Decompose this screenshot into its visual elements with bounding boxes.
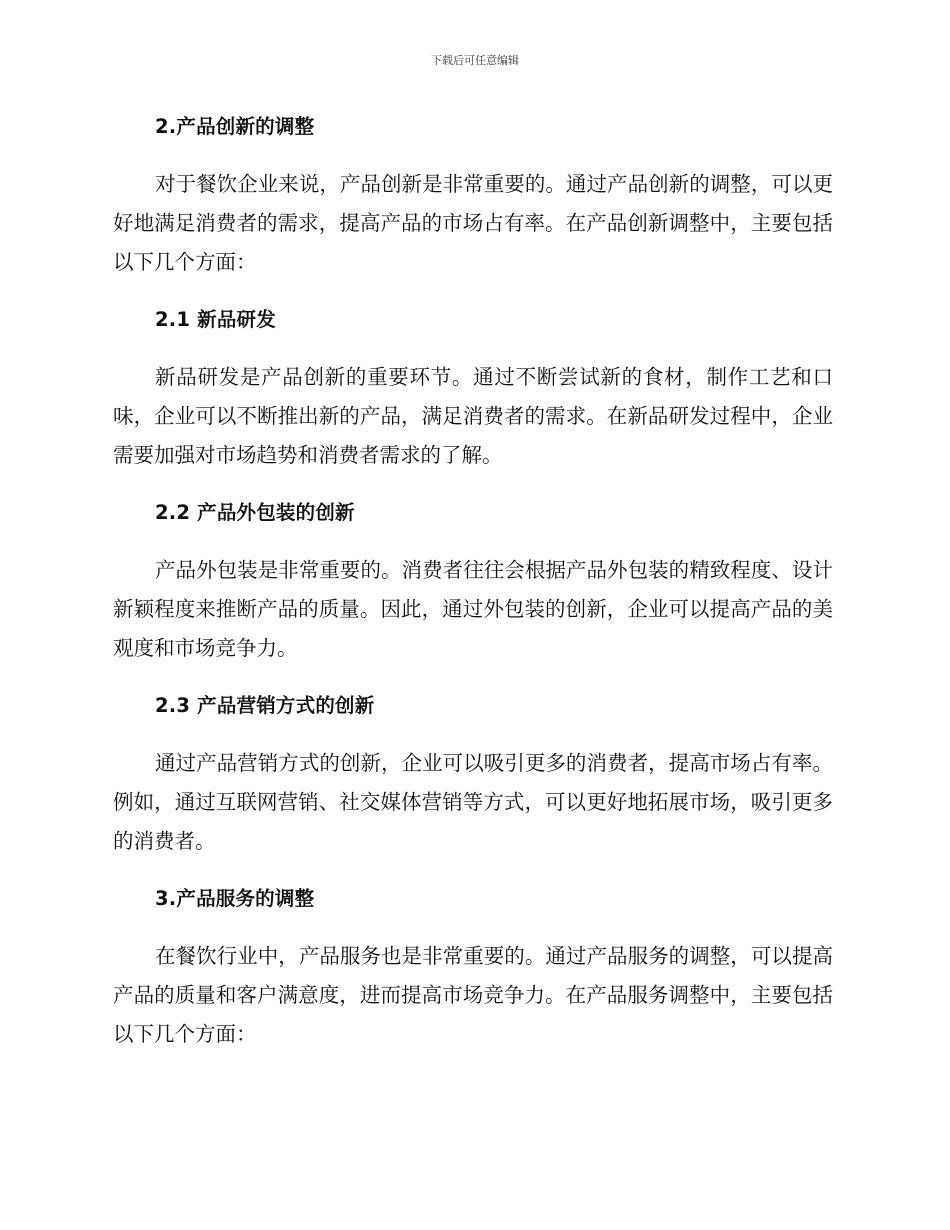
section-paragraph-3: 在餐饮行业中，产品服务也是非常重要的。通过产品服务的调整，可以提高产品的质量和客户满意度，进而提高市场竞争力。在产品服务调整中，主要包括以下几个方面： xyxy=(113,944,833,1046)
section-heading-2: 2.产品创新的调整 xyxy=(155,115,315,138)
page-header: 下载后可任意编辑 xyxy=(431,54,519,67)
section-heading-3: 3.产品服务的调整 xyxy=(155,887,315,910)
section-paragraph-2-2: 产品外包装是非常重要的。消费者往往会根据产品外包装的精致程度、设计新颖程度来推断产品的质量。因此，通过外包装的创新，企业可以提高产品的美观度和市场竞争力。 xyxy=(113,558,833,660)
section-paragraph-2-3: 通过产品营销方式的创新，企业可以吸引更多的消费者，提高市场占有率。例如，通过互联网营销、社交媒体营销等方式，可以更好地拓展市场，吸引更多的消费者。 xyxy=(113,751,833,853)
section-heading-2-1: 2.1 新品研发 xyxy=(155,308,276,331)
section-paragraph-2: 对于餐饮企业来说，产品创新是非常重要的。通过产品创新的调整，可以更好地满足消费者的需求，提高产品的市场占有率。在产品创新调整中，主要包括以下几个方面： xyxy=(113,172,833,274)
section-paragraph-2-1: 新品研发是产品创新的重要环节。通过不断尝试新的食材，制作工艺和口味，企业可以不断推出新的产品，满足消费者的需求。在新品研发过程中，企业需要加强对市场趋势和消费者需求的了解。 xyxy=(113,365,833,467)
document-body xyxy=(113,111,833,1076)
section-heading-2-3: 2.3 产品营销方式的创新 xyxy=(155,694,375,717)
section-heading-2-2: 2.2 产品外包装的创新 xyxy=(155,501,355,524)
